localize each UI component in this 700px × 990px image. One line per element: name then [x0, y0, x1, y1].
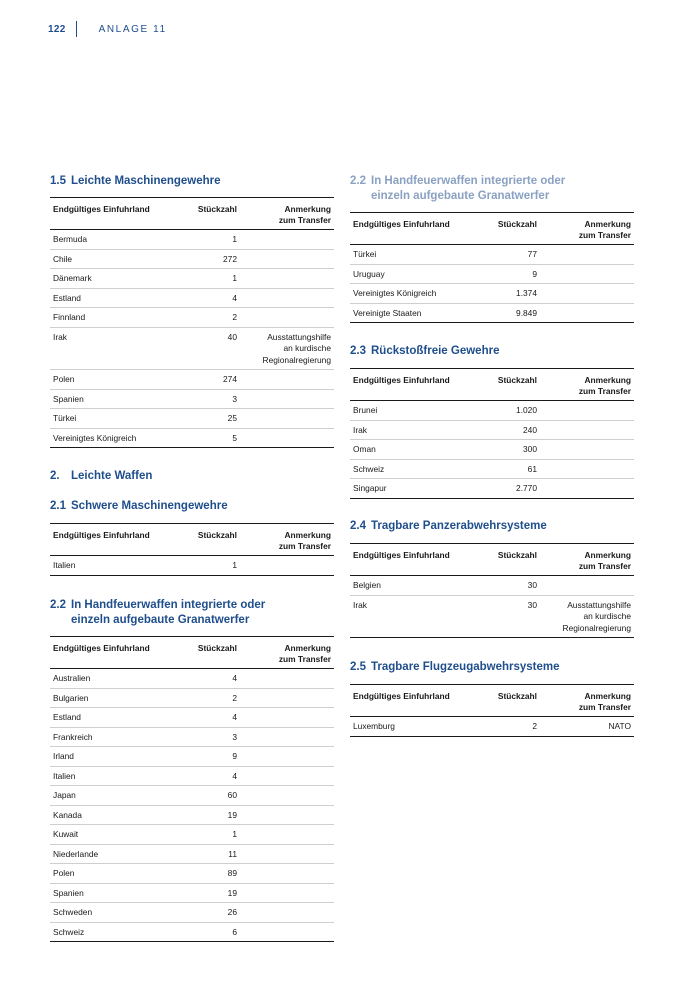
col-count-header: Stückzahl [464, 685, 540, 717]
note-cell [240, 825, 334, 845]
table-row [50, 669, 334, 689]
count-cell: 61 [464, 459, 540, 479]
country-cell: Singapur [350, 479, 464, 499]
section-heading [350, 660, 634, 675]
note-cell [540, 576, 634, 596]
note-cell [240, 409, 334, 429]
country-cell: Vereinigtes Königreich [350, 284, 464, 304]
table-row [350, 459, 634, 479]
col-note-header: Anmerkung zum Transfer [240, 637, 334, 669]
section-heading [350, 519, 634, 534]
table-row [50, 249, 334, 269]
count-cell: 30 [464, 595, 540, 638]
country-cell: Schweiz [350, 459, 464, 479]
country-cell: Irland [50, 747, 164, 767]
data-table [50, 636, 334, 942]
section-title-line2: einzeln aufgebaute Granatwerfer [371, 190, 550, 202]
col-count-header: Stückzahl [164, 637, 240, 669]
count-cell: 60 [164, 786, 240, 806]
note-cell [240, 708, 334, 728]
table-row [350, 420, 634, 440]
table-header-row [50, 637, 334, 669]
section-2-1 [50, 499, 334, 576]
country-cell: Finnland [50, 308, 164, 328]
section-heading [50, 598, 334, 628]
count-cell: 274 [164, 370, 240, 390]
col-count-header: Stückzahl [164, 198, 240, 230]
note-cell [240, 389, 334, 409]
note-line: an kurdische [583, 611, 631, 621]
count-cell: 3 [164, 389, 240, 409]
col-note-header: Anmerkung zum Transfer [240, 524, 334, 556]
country-cell: Schweiz [50, 922, 164, 942]
note-cell [240, 688, 334, 708]
table-row [50, 288, 334, 308]
section-heading [350, 344, 634, 359]
section-title: In Handfeuerwaffen integrierte oder [371, 175, 566, 187]
data-table [350, 368, 634, 499]
country-cell: Irak [50, 327, 164, 370]
table-row [50, 883, 334, 903]
count-cell: 9 [164, 747, 240, 767]
table-row [50, 864, 334, 884]
section-heading [50, 499, 334, 514]
table-row [50, 805, 334, 825]
col-note-header: Anmerkung zum Transfer [540, 213, 634, 245]
section-2-2-continued [350, 174, 634, 323]
section-number: 2.2 [50, 599, 66, 611]
note-cell [240, 327, 334, 370]
section-title: Schwere Maschinengewehre [71, 500, 228, 512]
country-cell: Japan [50, 786, 164, 806]
section-title-line2: einzeln aufgebaute Granatwerfer [71, 614, 250, 626]
count-cell: 3 [164, 727, 240, 747]
count-cell: 40 [164, 327, 240, 370]
note-cell [240, 669, 334, 689]
country-cell: Bulgarien [50, 688, 164, 708]
country-cell: Australien [50, 669, 164, 689]
note-cell [240, 230, 334, 250]
count-cell: 4 [164, 708, 240, 728]
table-row [50, 747, 334, 767]
section-title: In Handfeuerwaffen integrierte oder [71, 599, 266, 611]
section-number: 2.5 [350, 661, 366, 673]
note-line: Regionalregierung [262, 354, 331, 365]
country-cell: Türkei [350, 245, 464, 265]
count-cell: 2 [164, 308, 240, 328]
country-cell: Spanien [50, 883, 164, 903]
note-cell [540, 401, 634, 421]
table-row [50, 308, 334, 328]
note-line: an kurdische [283, 343, 331, 353]
table-row [50, 922, 334, 942]
table-row [50, 370, 334, 390]
country-cell: Frankreich [50, 727, 164, 747]
note-cell [540, 479, 634, 499]
col-note-header: Anmerkung zum Transfer [540, 369, 634, 401]
country-cell: Chile [50, 249, 164, 269]
section-heading [350, 174, 634, 204]
note-cell [540, 595, 634, 638]
count-cell: 4 [164, 766, 240, 786]
count-cell: 300 [464, 440, 540, 460]
count-cell: 11 [164, 844, 240, 864]
count-cell: 272 [164, 249, 240, 269]
table-row [50, 269, 334, 289]
col-note-header: Anmerkung zum Transfer [540, 685, 634, 717]
note-cell [240, 308, 334, 328]
country-cell: Polen [50, 370, 164, 390]
country-cell: Estland [50, 708, 164, 728]
section-number: 1.5 [50, 175, 66, 187]
table-row [350, 401, 634, 421]
count-cell: 19 [164, 805, 240, 825]
col-count-header: Stückzahl [164, 524, 240, 556]
table-row [50, 825, 334, 845]
note-cell [240, 922, 334, 942]
col-country-header: Endgültiges Einfuhrland [350, 369, 464, 401]
table-row [350, 245, 634, 265]
col-note-header: Anmerkung zum Transfer [240, 198, 334, 230]
country-cell: Niederlande [50, 844, 164, 864]
section-title: Tragbare Panzerabwehrsysteme [371, 520, 547, 532]
note-cell [540, 303, 634, 323]
col-note-header: Anmerkung zum Transfer [540, 544, 634, 576]
section-number: 2.4 [350, 520, 366, 532]
table-header-row [50, 524, 334, 556]
page-number: 122 [48, 23, 66, 35]
country-cell: Dänemark [50, 269, 164, 289]
data-table [350, 684, 634, 737]
table-row [350, 479, 634, 499]
count-cell: 4 [164, 288, 240, 308]
count-cell: 2.770 [464, 479, 540, 499]
table-row [350, 440, 634, 460]
section-1-5 [50, 174, 334, 448]
country-cell: Kuwait [50, 825, 164, 845]
col-country-header: Endgültiges Einfuhrland [350, 685, 464, 717]
section-number: 2.2 [350, 175, 366, 187]
count-cell: 19 [164, 883, 240, 903]
section-title: Tragbare Flugzeugabwehrsysteme [371, 661, 560, 673]
country-cell: Irak [350, 420, 464, 440]
data-table [350, 543, 634, 638]
header-title: ANLAGE 11 [98, 23, 167, 35]
count-cell: 9 [464, 264, 540, 284]
table-row [50, 688, 334, 708]
country-cell: Luxemburg [350, 717, 464, 737]
section-number: 2. [50, 470, 60, 482]
note-line: Regionalregierung [562, 622, 631, 633]
country-cell: Belgien [350, 576, 464, 596]
table-header-row [350, 369, 634, 401]
count-cell: 1 [164, 825, 240, 845]
count-cell: 25 [164, 409, 240, 429]
count-cell: 77 [464, 245, 540, 265]
country-cell: Kanada [50, 805, 164, 825]
section-title: Rückstoßfreie Gewehre [371, 345, 500, 357]
note-cell [240, 747, 334, 767]
col-country-header: Endgültiges Einfuhrland [50, 637, 164, 669]
data-table [50, 523, 334, 576]
note-cell [540, 717, 634, 737]
section-heading [50, 469, 334, 484]
col-count-header: Stückzahl [464, 544, 540, 576]
count-cell: 1 [164, 230, 240, 250]
section-2-2 [50, 598, 334, 942]
count-cell: 30 [464, 576, 540, 596]
count-cell: 4 [164, 669, 240, 689]
country-cell: Estland [50, 288, 164, 308]
note-cell [240, 786, 334, 806]
country-cell: Spanien [50, 389, 164, 409]
country-cell: Irak [350, 595, 464, 638]
table-row [350, 595, 634, 638]
note-cell [240, 864, 334, 884]
note-cell [240, 805, 334, 825]
count-cell: 89 [164, 864, 240, 884]
country-cell: Bermuda [50, 230, 164, 250]
table-row [350, 284, 634, 304]
table-row [50, 409, 334, 429]
col-count-header: Stückzahl [464, 369, 540, 401]
count-cell: 1 [164, 556, 240, 576]
note-line: NATO [608, 721, 631, 731]
note-cell [240, 883, 334, 903]
table-header-row [50, 198, 334, 230]
table-row [50, 428, 334, 448]
table-row [50, 844, 334, 864]
note-cell [540, 459, 634, 479]
note-cell [240, 288, 334, 308]
col-country-header: Endgültiges Einfuhrland [50, 524, 164, 556]
col-country-header: Endgültiges Einfuhrland [350, 544, 464, 576]
section-title: Leichte Maschinengewehre [71, 175, 221, 187]
country-cell: Vereinigte Staaten [350, 303, 464, 323]
note-cell [540, 264, 634, 284]
table-row [50, 903, 334, 923]
col-count-header: Stückzahl [464, 213, 540, 245]
col-country-header: Endgültiges Einfuhrland [50, 198, 164, 230]
table-row [50, 230, 334, 250]
table-row [50, 556, 334, 576]
count-cell: 6 [164, 922, 240, 942]
note-line: Ausstattungshilfe [267, 331, 331, 342]
count-cell: 2 [164, 688, 240, 708]
note-cell [240, 428, 334, 448]
count-cell: 240 [464, 420, 540, 440]
page-header [48, 20, 167, 38]
table-header-row [350, 213, 634, 245]
count-cell: 1 [164, 269, 240, 289]
note-cell [540, 440, 634, 460]
note-cell [240, 727, 334, 747]
note-cell [240, 249, 334, 269]
note-cell [240, 370, 334, 390]
note-cell [240, 903, 334, 923]
table-row [50, 327, 334, 370]
data-table [350, 212, 634, 323]
country-cell: Polen [50, 864, 164, 884]
table-header-row [350, 685, 634, 717]
country-cell: Brunei [350, 401, 464, 421]
table-row [350, 717, 634, 737]
section-title: Leichte Waffen [71, 470, 153, 482]
country-cell: Schweden [50, 903, 164, 923]
country-cell: Italien [50, 556, 164, 576]
table-row [50, 727, 334, 747]
col-country-header: Endgültiges Einfuhrland [350, 213, 464, 245]
section-heading [50, 174, 334, 189]
table-row [50, 389, 334, 409]
count-cell: 9.849 [464, 303, 540, 323]
count-cell: 2 [464, 717, 540, 737]
count-cell: 5 [164, 428, 240, 448]
country-cell: Oman [350, 440, 464, 460]
country-cell: Türkei [50, 409, 164, 429]
section-2-5 [350, 660, 634, 737]
table-row [50, 786, 334, 806]
note-cell [240, 844, 334, 864]
table-row [350, 264, 634, 284]
note-cell [540, 245, 634, 265]
country-cell: Italien [50, 766, 164, 786]
country-cell: Uruguay [350, 264, 464, 284]
note-cell [240, 766, 334, 786]
section-2-4 [350, 519, 634, 638]
data-table [50, 197, 334, 448]
note-cell [240, 269, 334, 289]
table-row [50, 708, 334, 728]
count-cell: 1.020 [464, 401, 540, 421]
note-line: Ausstattungshilfe [567, 599, 631, 610]
country-cell: Vereinigtes Königreich [50, 428, 164, 448]
section-2-3 [350, 344, 634, 499]
header-divider [76, 21, 77, 37]
table-row [50, 766, 334, 786]
note-cell [540, 284, 634, 304]
table-row [350, 303, 634, 323]
section-number: 2.3 [350, 345, 366, 357]
section-2 [50, 469, 334, 484]
count-cell: 1.374 [464, 284, 540, 304]
note-cell [540, 420, 634, 440]
count-cell: 26 [164, 903, 240, 923]
table-row [350, 576, 634, 596]
table-header-row [350, 544, 634, 576]
section-number: 2.1 [50, 500, 66, 512]
note-cell [240, 556, 334, 576]
